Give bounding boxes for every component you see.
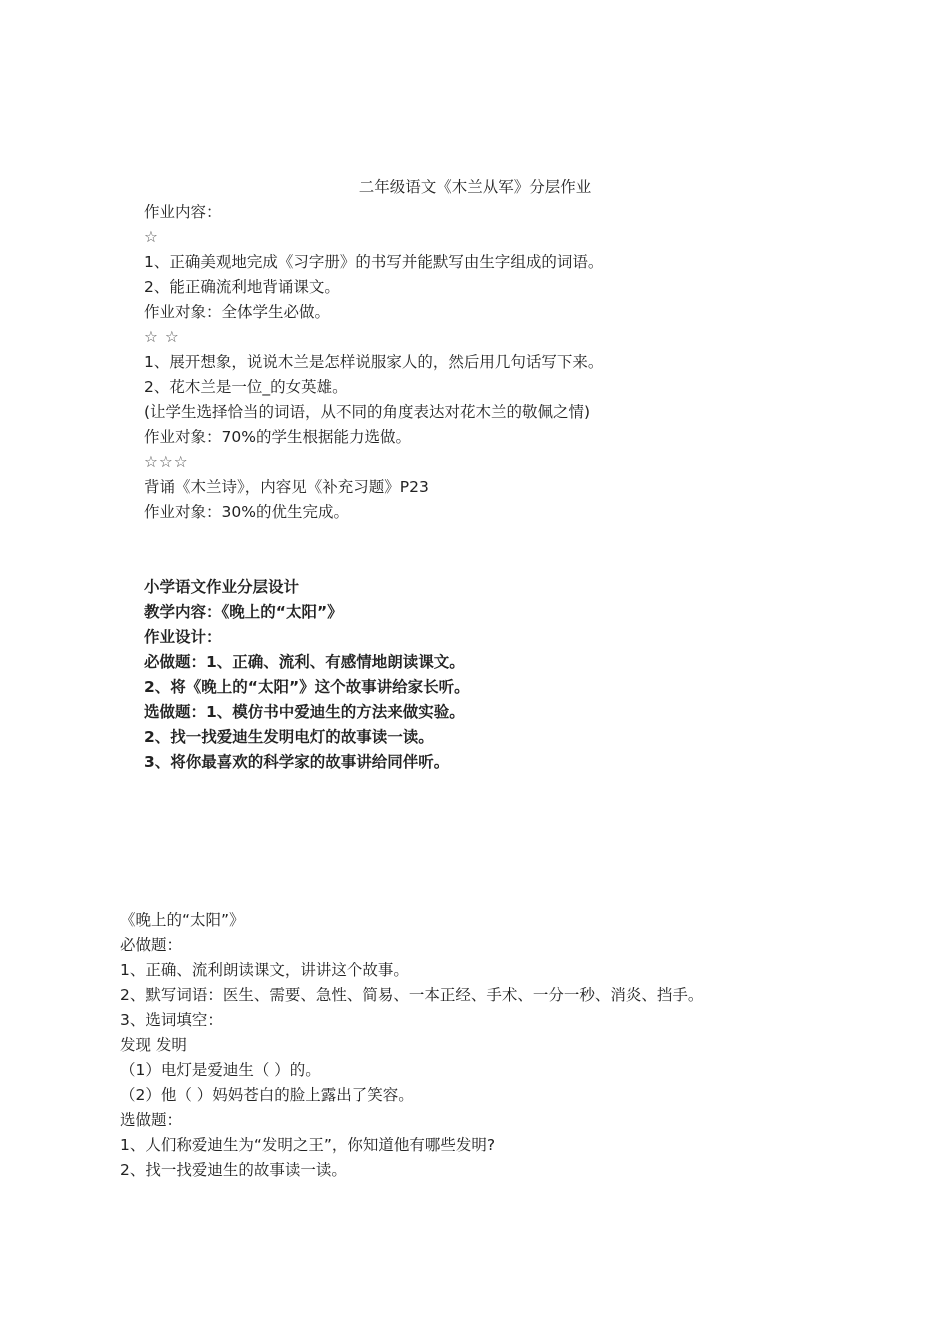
section2-line: 2、找一找爱迪生发明电灯的故事读一读。 [144, 728, 434, 746]
section1-line: 背诵《木兰诗》，内容见《补充习题》P23 [144, 478, 429, 496]
section1-line: (让学生选择恰当的词语，从不同的角度表达对花木兰的敬佩之情) [144, 403, 591, 421]
section3-heading: 《晚上的“太阳”》 [120, 911, 245, 929]
section3-line: 2、默写词语：医生、需要、急性、简易、一本正经、手术、一分一秒、消炎、挡手。 [120, 986, 704, 1004]
section2-line: 作业设计： [144, 628, 222, 646]
section1-line: 作业内容： [144, 203, 222, 221]
section3-line: 3、选词填空： [120, 1011, 223, 1029]
section2-line: 选做题：1、模仿书中爱迪生的方法来做实验。 [144, 703, 465, 721]
section1-line: 作业对象：30%的优生完成。 [144, 503, 349, 521]
section3-line: 1、人们称爱迪生为“发明之王”，你知道他有哪些发明? [120, 1136, 496, 1154]
section2-heading: 小学语文作业分层设计 [144, 578, 300, 596]
section2-line: 教学内容：《晚上的“太阳”》 [144, 603, 343, 621]
section3-line: 2、找一找爱迪生的故事读一读。 [120, 1161, 347, 1179]
section1-line: 1、正确美观地完成《习字册》的书写并能默写由生字组成的词语。 [144, 253, 604, 271]
section1-line: 2、能正确流利地背诵课文。 [144, 278, 340, 296]
section3-line: （1）电灯是爱迪生（ ）的。 [120, 1061, 321, 1079]
section1-line: 2、花木兰是一位_的女英雄。 [144, 378, 348, 396]
section2-line: 2、将《晚上的“太阳”》这个故事讲给家长听。 [144, 678, 470, 696]
star-rating-2: ☆ ☆ [144, 328, 180, 346]
section3-line: 选做题： [120, 1111, 183, 1129]
section3-line: 必做题： [120, 936, 183, 954]
section2-line: 3、将你最喜欢的科学家的故事讲给同伴听。 [144, 753, 450, 771]
star-rating-1: ☆ [144, 228, 159, 246]
section3-line: 1、正确、流利朗读课文，讲讲这个故事。 [120, 961, 409, 979]
section3-line: 发现 发明 [120, 1036, 187, 1054]
section2-line: 必做题：1、正确、流利、有感情地朗读课文。 [144, 653, 465, 671]
section3-line: （2）他（ ）妈妈苍白的脸上露出了笑容。 [120, 1086, 414, 1104]
star-rating-3: ☆☆☆ [144, 453, 189, 471]
section1-line: 作业对象：70%的学生根据能力选做。 [144, 428, 411, 446]
section1-line: 1、展开想象，说说木兰是怎样说服家人的，然后用几句话写下来。 [144, 353, 604, 371]
section1-line: 作业对象：全体学生必做。 [144, 303, 331, 321]
section1-title: 二年级语文《木兰从军》分层作业 [358, 178, 592, 196]
